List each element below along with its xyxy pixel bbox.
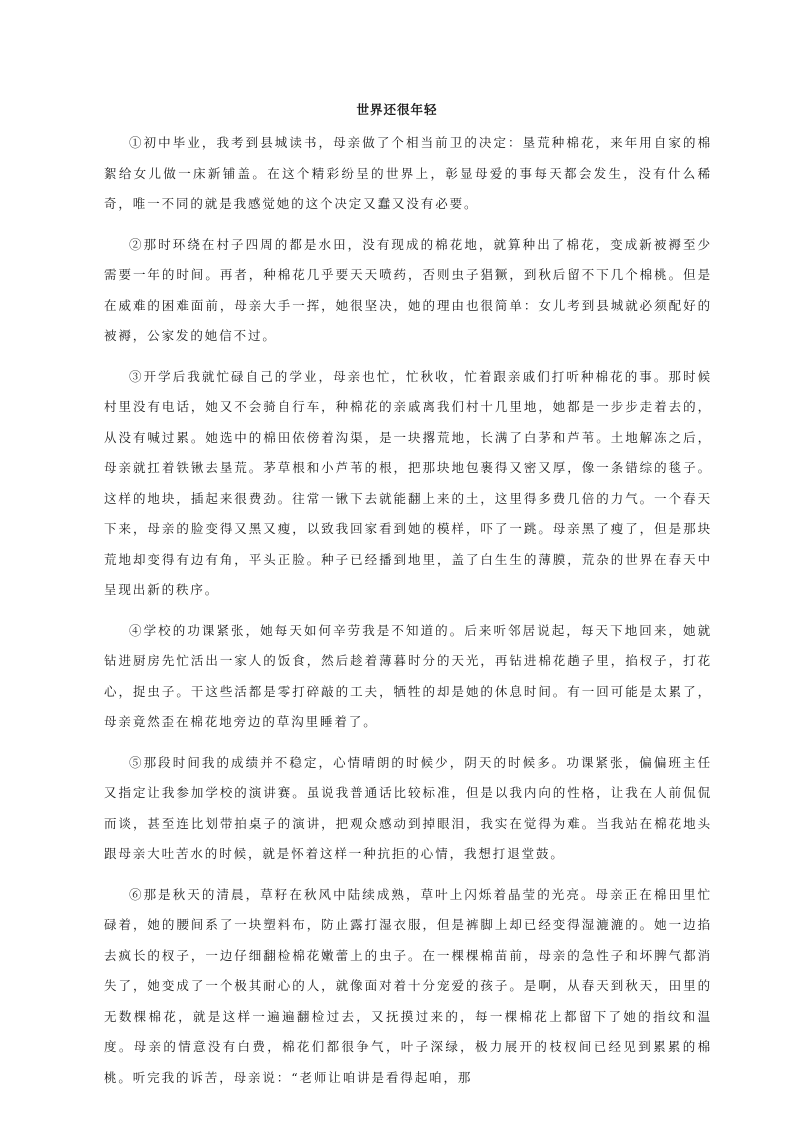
article-title: 世界还很年轻 xyxy=(356,102,438,117)
paragraph-4: ④学校的功课紧张，她每天如何辛劳我是不知道的。后来听邻居说起，每天下地回来，她就钻进厨房先忙活出一家人的饭食，然后趁着薄暮时分的天光，再钻进棉花趟子里，掐杈子，打花心，捉虫子。干这些活都是零打碎敲的工夫，牺牲的却是她的休息时间。有一回可能是太累了，母亲竟然歪在棉花地旁边的草沟里睡着了。 xyxy=(104,622,712,729)
article-body xyxy=(104,128,712,1103)
paragraph-1: ①初中毕业，我考到县城读书，母亲做了个相当前卫的决定：垦荒种棉花，来年用自家的棉絮给女儿做一床新铺盖。在这个精彩纷呈的世界上，彰显母爱的事每天都会发生，没有什么稀奇，唯一不同的就是我感觉她的这个决定又蠢又没有必要。 xyxy=(104,135,712,211)
paragraph-2: ②那时环绕在村子四周的都是水田，没有现成的棉花地，就算种出了棉花，变成新被褥至少需要一年的时间。再者，种棉花几乎要天天喷药，否则虫子猖獗，到秋后留不下几个棉桃。但是在威难的困难面前，母亲大手一挥，她很坚决，她的理由也很简单：女儿考到县城就必须配好的被褥，公家发的她信不过。 xyxy=(104,236,712,343)
paragraph-6: ⑥那是秋天的清晨，草籽在秋风中陆续成熟，草叶上闪烁着晶莹的光亮。母亲正在棉田里忙碌着，她的腰间系了一块塑料布，防止露打湿衣服，但是裤脚上却已经变得湿漉漉的。她一边掐去疯长的杈子，一边仔细翻检棉花嫩蕾上的虫子。在一棵棵棉苗前，母亲的急性子和坏脾气都消失了，她变成了一个极其耐心的人，就像面对着十分宠爱的孩子。是啊，从春天到秋天，田里的无数棵棉花，就是这样一遍遍翻检过去，又抚摸过来的，每一棵棉花上都留下了她的指纹和温度。母亲的情意没有白费，棉花们都很争气，叶子深绿，极力展开的枝杈间已经见到累累的棉桃。听完我的诉苦，母亲说：“老师让咱讲是看得起咱，那 xyxy=(104,886,712,1085)
paragraph-5: ⑤那段时间我的成绩并不稳定，心情晴朗的时候少，阴天的时候多。功课紧张，偏偏班主任又指定让我参加学校的演讲赛。虽说我普通话比较标准，但是以我内向的性格，让我在人前侃侃而谈，甚至连比划带拍桌子的演讲，把观众感动到掉眼泪，我实在觉得为难。当我站在棉花地头跟母亲大吐苦水的时候，就是怀着这样一种抗拒的心情，我想打退堂鼓。 xyxy=(104,754,712,861)
paragraph-3: ③开学后我就忙碌自己的学业，母亲也忙，忙秋收，忙着跟亲戚们打听种棉花的事。那时候村里没有电话，她又不会骑自行车，种棉花的亲戚离我们村十几里地，她都是一步步走着去的，从没有喊过累。她选中的棉田依傍着沟渠，是一块撂荒地，长满了白茅和芦苇。土地解冻之后，母亲就扛着铁锹去垦荒。茅草根和小芦苇的根，把那块地包裹得又密又厚，像一条错综的毯子。这样的地块，插起来很费劲。往常一锹下去就能翻上来的土，这里得多费几倍的力气。一个春天下来，母亲的脸变得又黑又瘦，以致我回家看到她的模样，吓了一跳。母亲黑了瘦了，但是那块荒地却变得有边有角，平头正脸。种子已经播到地里，盖了白生生的薄膜，荒杂的世界在春天中呈现出新的秩序。 xyxy=(104,368,712,597)
